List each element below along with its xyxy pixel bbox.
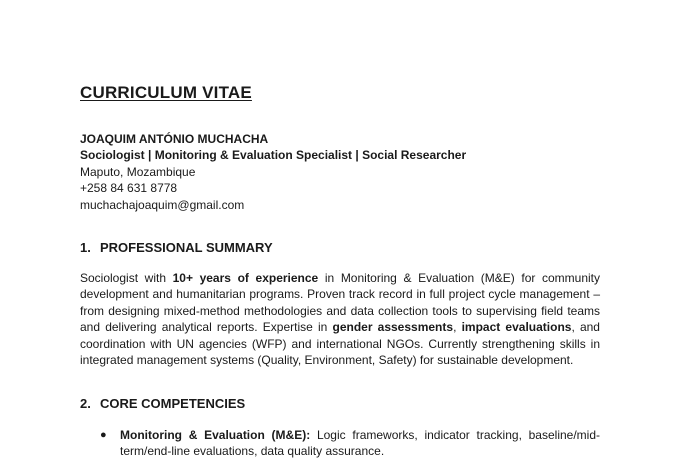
- summary-text: , and coordination with UN agencies (WFP) and international NGOs. Currently strengthening skills in integrated management systems (Quality, Environment, Safety) for sustainable development.: [80, 320, 600, 368]
- candidate-name: JOAQUIM ANTÓNIO MUCHACHA: [80, 132, 269, 146]
- candidate-phone: +258 84 631 8778: [80, 181, 178, 196]
- candidate-roles: Sociologist | Monitoring & Evaluation Specialist | Social Researcher: [80, 148, 467, 163]
- list-item: [80, 427, 600, 459]
- candidate-email: muchachajoaquim@gmail.com: [80, 197, 245, 212]
- summary-text: Sociologist with: [80, 271, 173, 285]
- section-title: CORE COMPETENCIES: [100, 396, 246, 411]
- summary-emphasis: impact evaluations: [461, 320, 572, 335]
- section-heading-professional-summary: [80, 239, 273, 257]
- competency-text: Logic frameworks, indicator tracking, baseline/mid-term/end-line evaluations, data quality assurance.: [120, 428, 601, 459]
- summary-text: ,: [453, 320, 462, 335]
- section-heading-core-competencies: [80, 395, 245, 413]
- contact-block: [80, 131, 620, 213]
- competency-label: Monitoring & Evaluation (M&E):: [120, 428, 311, 442]
- section-title: PROFESSIONAL SUMMARY: [100, 240, 273, 255]
- document-title: CURRICULUM VITAE: [80, 83, 252, 102]
- bullet-icon: ●: [100, 429, 107, 441]
- professional-summary-paragraph: [80, 270, 600, 368]
- section-number: 2.: [80, 396, 91, 411]
- summary-emphasis: gender assessments: [332, 320, 454, 335]
- summary-text: in Monitoring & Evaluation (M&E) for community development and humanitarian programs. Proven track record in full project cycle management – from designing mixed-method methodologies and data collection tools to supervising field teams and delivering analytical reports. Expertise in: [80, 271, 600, 335]
- candidate-location: Maputo, Mozambique: [80, 164, 196, 179]
- section-number: 1.: [80, 240, 91, 255]
- summary-emphasis: 10+ years of experience: [172, 271, 319, 285]
